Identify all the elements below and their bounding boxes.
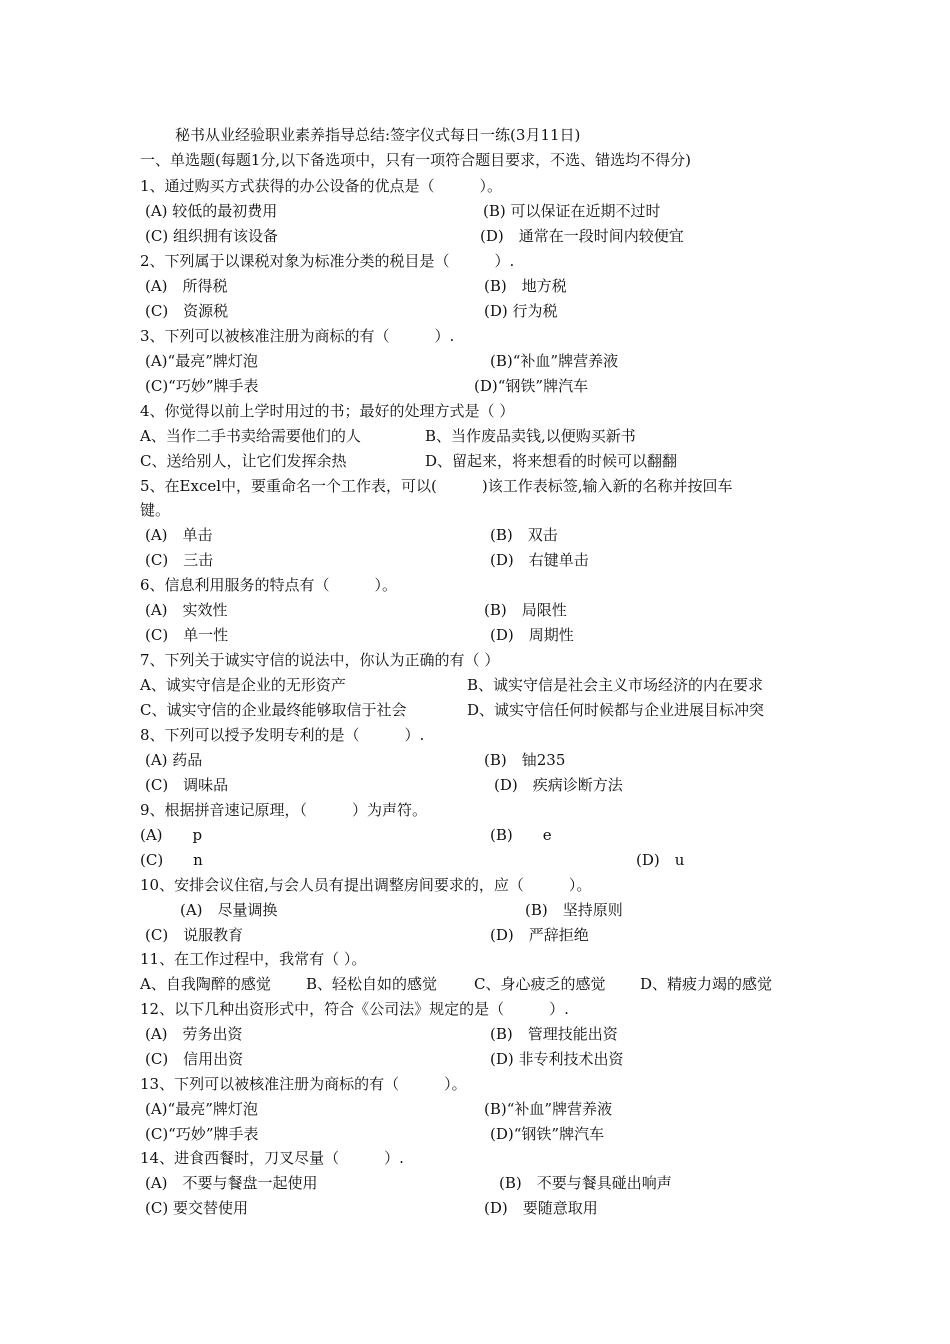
option-9d: (D) u	[636, 851, 685, 869]
option-11b: B、轻松自如的感觉	[306, 975, 438, 993]
option-3a: (A)“最亮”牌灯泡	[145, 352, 258, 370]
option-10b: (B) 坚持原则	[525, 901, 623, 919]
question-14: 14、进食西餐时，刀叉尽量（ ）.	[140, 1149, 404, 1167]
option-2b: (B) 地方税	[484, 277, 567, 295]
option-1c: (C) 组织拥有该设备	[145, 227, 278, 245]
option-4d: D、留起来，将来想看的时候可以翻翻	[425, 452, 678, 470]
question-7: 7、下列关于诚实守信的说法中，你认为正确的有（ ）	[140, 651, 500, 669]
option-11a: A、自我陶醉的感觉	[140, 975, 271, 993]
option-2d: (D) 行为税	[484, 302, 558, 320]
option-10d: (D) 严辞拒绝	[490, 926, 589, 944]
question-1: 1、通过购买方式获得的办公设备的优点是（ ）。	[140, 177, 503, 195]
option-13c: (C)“巧妙”牌手表	[145, 1125, 259, 1143]
question-13: 13、下列可以被核准注册为商标的有（ ）。	[140, 1075, 467, 1093]
section-heading: 一、单选题(每题1分,以下备选项中，只有一项符合题目要求，不选、错选均不得分)	[140, 151, 692, 169]
question-4: 4、你觉得以前上学时用过的书；最好的处理方式是（ ）	[140, 402, 515, 420]
question-8: 8、下列可以授予发明专利的是（ ）.	[140, 726, 425, 744]
option-7b: B、诚实守信是社会主义市场经济的内在要求	[467, 676, 764, 694]
question-6: 6、信息利用服务的特点有（ ）。	[140, 576, 398, 594]
option-9b: (B) e	[490, 826, 552, 844]
option-4c: C、送给别人，让它们发挥余热	[140, 452, 347, 470]
option-13d: (D)“钢铁”牌汽车	[490, 1125, 605, 1143]
option-14b: (B) 不要与餐具碰出响声	[499, 1174, 672, 1192]
option-12c: (C) 信用出资	[145, 1050, 244, 1068]
option-5d: (D) 右键单击	[490, 551, 589, 569]
option-1d: (D) 通常在一段时间内较便宜	[480, 227, 684, 245]
option-14d: (D) 要随意取用	[484, 1199, 598, 1217]
option-2a: (A) 所得税	[145, 277, 228, 295]
question-11: 11、在工作过程中，我常有（ ）。	[140, 950, 367, 968]
option-11c: C、身心疲乏的感觉	[474, 975, 606, 993]
option-4b: B、当作废品卖钱,以便购买新书	[425, 427, 636, 445]
option-8d: (D) 疾病诊断方法	[494, 776, 623, 794]
option-7a: A、诚实守信是企业的无形资产	[140, 676, 346, 694]
option-4a: A、当作二手书卖给需要他们的人	[140, 427, 361, 445]
option-13a: (A)“最亮”牌灯泡	[145, 1100, 258, 1118]
option-8b: (B) 铀235	[484, 751, 566, 769]
question-2: 2、下列属于以课税对象为标准分类的税目是（ ）.	[140, 252, 515, 270]
option-10c: (C) 说服教育	[145, 926, 244, 944]
option-12a: (A) 劳务出资	[145, 1025, 243, 1043]
option-6a: (A) 实效性	[145, 601, 228, 619]
question-5: 5、在Excel中，要重命名一个工作表，可以( )该工作表标签,输入新的名称并按回车	[140, 477, 733, 495]
question-9: 9、根据拼音速记原理，（ ）为声符。	[140, 801, 428, 819]
question-3: 3、下列可以被核准注册为商标的有（ ）.	[140, 327, 455, 345]
option-14a: (A) 不要与餐盘一起使用	[145, 1174, 318, 1192]
option-8c: (C) 调味品	[145, 776, 229, 794]
option-1b: (B) 可以保证在近期不过时	[483, 202, 661, 220]
question-5-continued: 键。	[140, 501, 171, 519]
option-9a: (A) p	[140, 826, 203, 844]
option-12d: (D) 非专利技术出资	[490, 1050, 624, 1068]
option-7c: C、诚实守信的企业最终能够取信于社会	[140, 701, 407, 719]
option-12b: (B) 管理技能出资	[490, 1025, 618, 1043]
option-6b: (B) 局限性	[484, 601, 567, 619]
option-5c: (C) 三击	[145, 551, 214, 569]
option-14c: (C) 要交替使用	[145, 1199, 248, 1217]
question-12: 12、以下几种出资形式中，符合《公司法》规定的是（ ）.	[140, 1000, 569, 1018]
option-6c: (C) 单一性	[145, 626, 229, 644]
option-3d: (D)“钢铁”牌汽车	[474, 377, 589, 395]
option-6d: (D) 周期性	[490, 626, 574, 644]
option-2c: (C) 资源税	[145, 302, 229, 320]
option-1a: (A) 较低的最初费用	[145, 202, 278, 220]
document-title: 秘书从业经验职业素养指导总结:签字仪式每日一练(3月11日)	[175, 126, 581, 144]
option-8a: (A) 药品	[145, 751, 203, 769]
option-9c: (C) n	[140, 851, 203, 869]
option-11d: D、精疲力竭的感觉	[640, 975, 773, 993]
option-7d: D、诚实守信任何时候都与企业进展目标冲突	[467, 701, 765, 719]
option-13b: (B)“补血”牌营养液	[484, 1100, 613, 1118]
question-10: 10、安排会议住宿,与会人员有提出调整房间要求的，应（ ）。	[140, 876, 592, 894]
option-3c: (C)“巧妙”牌手表	[145, 377, 259, 395]
option-10a: (A) 尽量调换	[180, 901, 278, 919]
option-5b: (B) 双击	[490, 526, 558, 544]
option-3b: (B)“补血”牌营养液	[490, 352, 619, 370]
option-5a: (A) 单击	[145, 526, 213, 544]
